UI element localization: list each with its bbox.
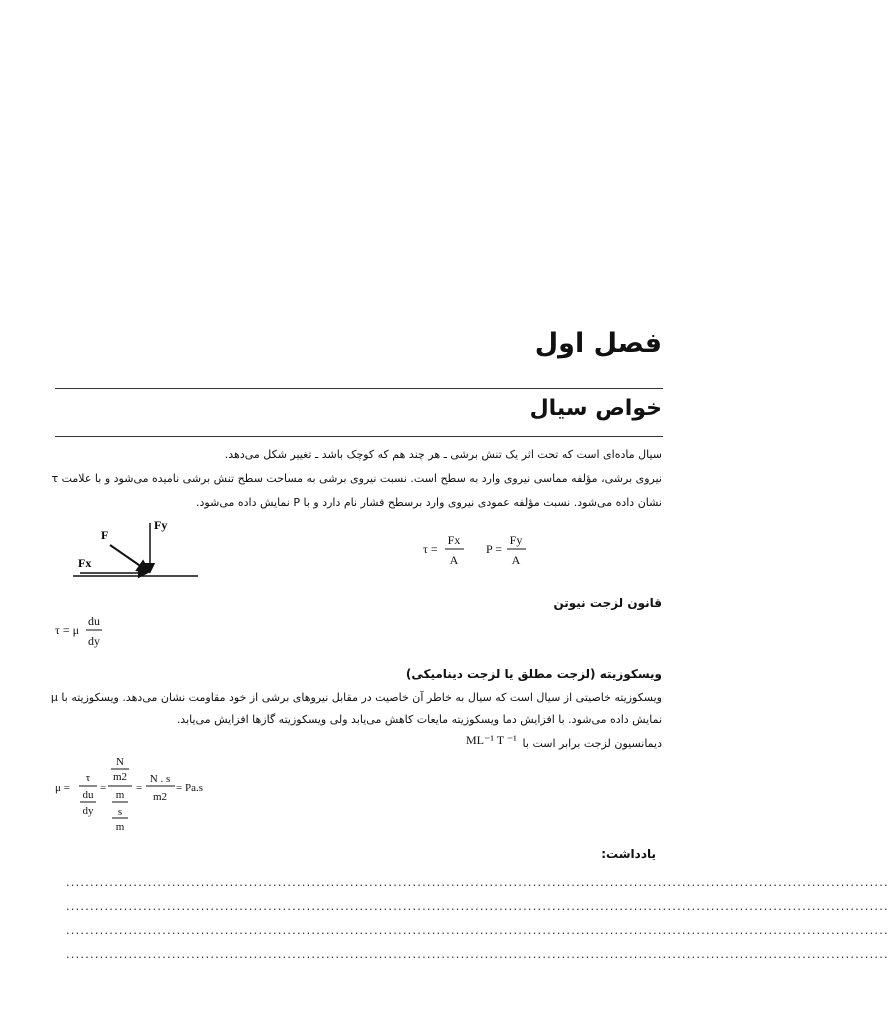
- tau-lhs: τ =: [423, 542, 438, 556]
- mu-f3-num: N . s: [149, 773, 171, 785]
- viscosity-heading: ویسکوزیته (لزجت مطلق یا لزجت دینامیکی): [405, 667, 662, 681]
- tau-numerator: Fx: [447, 533, 461, 547]
- label-fy: Fy: [154, 518, 168, 532]
- pressure-denominator: A: [511, 553, 521, 567]
- force-diagram: [70, 515, 210, 585]
- section-title: خواص سیال: [529, 396, 662, 421]
- mu-f2-bot-num: m: [115, 789, 125, 801]
- viscosity-line-2: نمایش داده می‌شود. با افزایش دما ویسکوزیته مایعات کاهش می‌یابد ولی ویسکوزیته گازها افزایش می‌یابد.: [176, 713, 662, 726]
- force-f-arrow: [110, 545, 149, 572]
- notes-line-2[interactable]: ...........................................................................................................................................................................: [66, 898, 889, 913]
- mu-f2-top-den: m2: [112, 771, 128, 783]
- paragraph-pressure: نشان داده می‌شود. نسبت مؤلفه عمودی نیروی وارد برسطح فشار نام دارد و با P نمایش داده می‌شود.: [196, 496, 662, 509]
- mu-f1-num: τ: [85, 772, 91, 784]
- pressure-lhs: P =: [486, 542, 502, 556]
- label-fx: Fx: [78, 556, 92, 570]
- svg-text:=: =: [100, 782, 107, 794]
- mu-f3-den: m2: [152, 791, 168, 803]
- stress-formulas: [420, 530, 540, 572]
- mu-f1-den-den: dy: [82, 805, 94, 817]
- newton-law-heading: قانون لزجت نیوتن: [553, 596, 662, 610]
- chapter-title: فصل اول: [534, 328, 662, 359]
- mu-f2-bot-den: s: [117, 806, 123, 818]
- newton-denominator: dy: [88, 634, 100, 648]
- divider-bottom: [55, 436, 663, 437]
- newton-lhs: τ = μ: [55, 623, 80, 637]
- mu-lhs: μ =: [55, 782, 70, 794]
- notes-line-1[interactable]: ...........................................................................................................................................................................: [66, 874, 889, 889]
- viscosity-dimension: ML⁻¹ T ⁻¹: [466, 733, 517, 747]
- viscosity-line-3: دیمانسیون لزجت برابر است با: [522, 737, 662, 750]
- paragraph-shear-force: نیروی برشی، مؤلفه مماسی نیروی وارد به سطح است. نسبت نیروی برشی به مساحت سطح تنش برشی نامیده می‌شود و با علامت τ: [51, 472, 662, 485]
- paragraph-fluid-definition: سیال ماده‌ای است که تحت اثر یک تنش برشی ـ هر چند هم که کوچک باشد ـ تغییر شکل می‌دهد.: [224, 448, 662, 461]
- tau-denominator: A: [449, 553, 459, 567]
- svg-text:=: =: [136, 782, 143, 794]
- mu-f2-bot-den-den: m: [115, 821, 125, 833]
- divider-top: [55, 388, 663, 389]
- pressure-numerator: Fy: [509, 533, 523, 547]
- mu-f1-den-num: du: [82, 789, 94, 801]
- notes-label: یادداشت:: [601, 847, 656, 861]
- viscosity-unit-formula: [52, 752, 222, 834]
- viscosity-line-1: ویسکوزیته خاصیتی از سیال است که سیال به خاطر آن خاصیت در مقابل نیروهای برشی از خود مقاومت نشان می‌دهد. ویسکوزیته با μ: [50, 691, 662, 704]
- newton-formula: [52, 612, 112, 652]
- notes-line-4[interactable]: ...........................................................................................................................................................................: [66, 946, 889, 961]
- label-f: F: [101, 528, 109, 542]
- mu-rhs: = Pa.s: [176, 782, 203, 794]
- newton-numerator: du: [88, 614, 100, 628]
- notes-line-3[interactable]: ...........................................................................................................................................................................: [66, 922, 889, 937]
- mu-f2-top-num: N: [116, 756, 124, 768]
